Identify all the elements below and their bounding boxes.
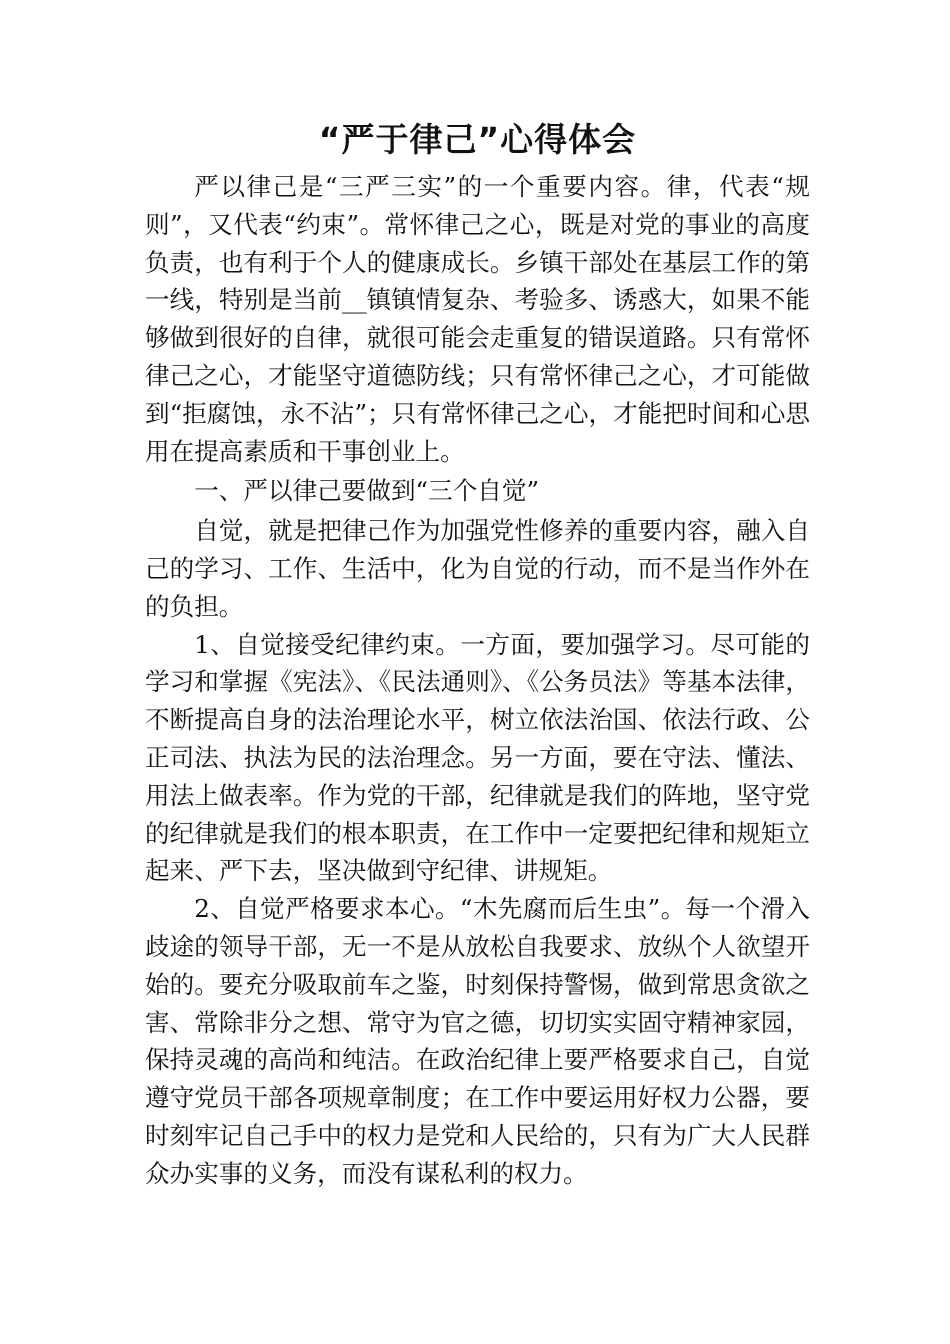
section-intro-paragraph: 自觉，就是把律己作为加强党性修养的重要内容，融入自己的学习、工作、生活中，化为自觉的行动，而不是当作外在的负担。 xyxy=(145,516,810,621)
intro-paragraph: 严以律己是“三严三实”的一个重要内容。律，代表“规则”，又代表“约束”。常怀律己之心，既是对党的事业的高度负责，也有利于个人的健康成长。乡镇干部处在基层工作的第一线，特别是当前__镇镇情复杂、考验多、诱惑大，如果不能够做到很好的自律，就很可能会走重复的错误道路。只有常怀律己之心，才能坚守道德防线；只有常怀律己之心，才可能做到“拒腐蚀，永不沾”；只有常怀律己之心，才能把时间和心思用在提高素质和干事创业上。 xyxy=(145,172,810,466)
document-page xyxy=(145,118,810,1193)
section-heading: 一、严以律己要做到“三个自觉” xyxy=(194,476,540,506)
point-2-paragraph: 2、自觉严格要求本心。“木先腐而后生虫”。每一个滑入歧途的领导干部，无一不是从放松自我要求、放纵个人欲望开始的。要充分吸取前车之鉴，时刻保持警惕，做到常思贪欲之害、常除非分之想、常守为官之德，切切实实固守精神家园，保持灵魂的高尚和纯洁。在政治纪律上要严格要求自己，自觉遵守党员干部各项规章制度；在工作中要运用好权力公器，要时刻牢记自己手中的权力是党和人民给的，只有为广大人民群众办实事的义务，而没有谋私利的权力。 xyxy=(145,894,810,1188)
point-1-paragraph: 1、自觉接受纪律约束。一方面，要加强学习。尽可能的学习和掌握《宪法》、《民法通则》、《公务员法》等基本法律，不断提高自身的法治理论水平，树立依法治国、依法行政、公正司法、执法为民的法治理念。另一方面，要在守法、懂法、用法上做表率。作为党的干部，纪律就是我们的阵地，坚守党的纪律就是我们的根本职责，在工作中一定要把纪律和规矩立起来、严下去，坚决做到守纪律、讲规矩。 xyxy=(145,629,810,886)
document-title: “严于律己”心得体会 xyxy=(318,120,637,159)
